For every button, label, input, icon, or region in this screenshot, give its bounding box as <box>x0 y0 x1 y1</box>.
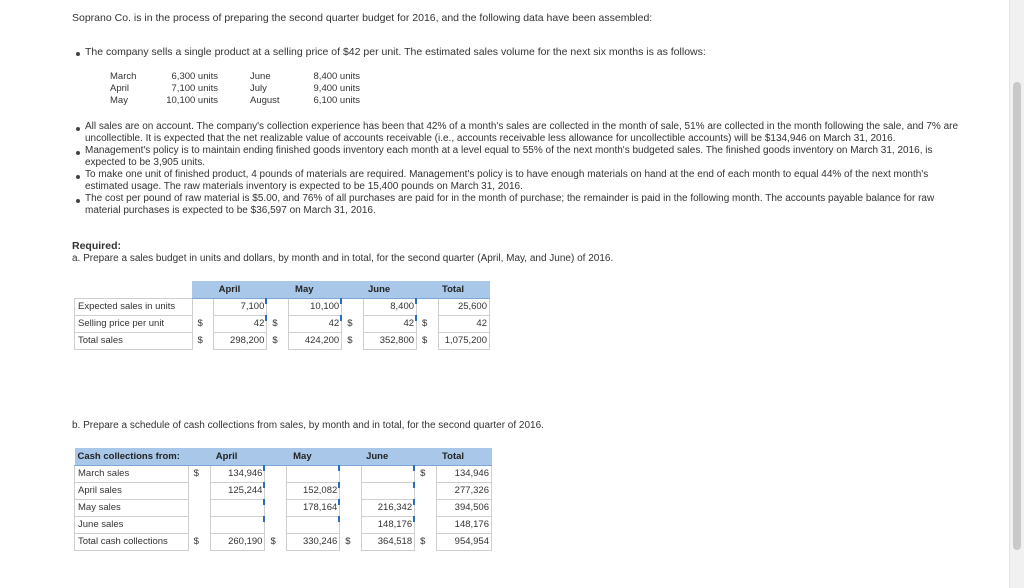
volume-units: 9,400 units <box>313 83 360 94</box>
answer-cell[interactable]: 260,190 <box>210 533 265 550</box>
row-label: Selling price per unit <box>75 315 193 332</box>
currency-sign <box>417 298 439 315</box>
sales-header-row <box>75 281 490 298</box>
row-label: Expected sales in units <box>75 298 193 315</box>
currency-sign: $ <box>193 468 199 480</box>
volume-units: 7,100 units <box>171 83 218 94</box>
row-label: Total cash collections <box>75 533 189 550</box>
answer-cell[interactable]: 1,075,200 <box>438 332 489 349</box>
bullet-icon <box>76 52 80 56</box>
answer-cell[interactable]: 148,176 <box>362 516 415 533</box>
answer-cell[interactable]: 10,100 <box>289 298 342 315</box>
currency-sign <box>265 465 287 482</box>
volume-units: 6,300 units <box>171 71 218 82</box>
currency-sign: $ <box>193 536 199 547</box>
bullet-icon <box>76 199 80 203</box>
required-heading: Required: <box>72 240 122 252</box>
row-label: May sales <box>75 499 189 516</box>
answer-cell[interactable] <box>287 516 340 533</box>
currency-sign: $ <box>422 335 428 346</box>
volume-month: March <box>110 71 137 82</box>
table-row <box>75 298 490 315</box>
currency-sign <box>415 499 437 516</box>
volume-month: July <box>250 83 267 94</box>
currency-sign: $ <box>420 536 426 547</box>
bullet-selling-price: The company sells a single product at a selling price of $42 per unit. The estimated sales volume for the next six months is as follows: <box>85 46 706 58</box>
currency-sign <box>340 516 362 533</box>
currency-sign <box>188 482 210 499</box>
row-label: Total sales <box>75 332 193 349</box>
table-row <box>75 516 492 533</box>
answer-cell[interactable] <box>210 499 265 516</box>
answer-cell[interactable]: 364,518 <box>362 533 415 550</box>
currency-sign: $ <box>197 335 203 346</box>
table-row <box>75 499 492 516</box>
currency-sign: $ <box>272 318 278 329</box>
column-header: April <box>192 281 267 298</box>
cash-collections-table <box>74 448 492 551</box>
currency-sign: $ <box>270 536 276 547</box>
answer-cell[interactable]: 954,954 <box>437 533 492 550</box>
bullet-materials-line2: estimated usage. The raw materials inventory is expected to be 15,400 pounds on March 31, 2016. <box>85 181 523 192</box>
currency-sign: $ <box>420 468 426 480</box>
bullet-collections-line2: uncollectible. It is expected that the net realizable value of accounts receivable (i.e., accounts receivable less allowance for uncollectible accounts) will be $134,946 on March 31, 2016. <box>85 133 896 144</box>
row-label: June sales <box>75 516 189 533</box>
volume-month: June <box>250 71 271 82</box>
currency-sign <box>340 482 362 499</box>
column-header: Total <box>417 281 490 298</box>
answer-cell[interactable] <box>362 482 415 499</box>
column-header: April <box>188 448 265 465</box>
table-row <box>75 465 492 482</box>
scrollbar-thumb[interactable] <box>1013 82 1021 550</box>
row-label: March sales <box>75 465 189 482</box>
currency-sign: $ <box>345 536 351 547</box>
answer-cell[interactable]: 42 <box>214 315 267 332</box>
currency-sign <box>342 298 364 315</box>
table-row <box>75 332 490 349</box>
answer-cell[interactable]: 42 <box>289 315 342 332</box>
answer-cell[interactable]: 8,400 <box>364 298 417 315</box>
vertical-scrollbar[interactable] <box>1009 0 1024 588</box>
volume-units: 10,100 units <box>166 95 218 106</box>
answer-cell[interactable]: 7,100 <box>214 298 267 315</box>
table-row <box>75 315 490 332</box>
volume-month: April <box>110 83 130 94</box>
column-header: Cash collections from: <box>75 448 189 465</box>
bullet-inventory-line2: expected to be 3,905 units. <box>85 157 206 168</box>
currency-sign <box>340 465 362 482</box>
answer-cell[interactable]: 25,600 <box>438 298 489 315</box>
answer-cell[interactable] <box>210 516 265 533</box>
currency-sign: $ <box>272 335 278 346</box>
currency-sign <box>265 499 287 516</box>
volume-month: August <box>250 95 280 106</box>
answer-cell[interactable]: 424,200 <box>289 332 342 349</box>
bullet-payables-line1: The cost per pound of raw material is $5.00, and 76% of all purchases are paid for in the month of purchase; the remainder is paid in the following month. The accounts payable balance for raw <box>85 193 935 204</box>
column-header: Total <box>415 448 492 465</box>
currency-sign <box>415 516 437 533</box>
answer-cell[interactable]: 330,246 <box>287 533 340 550</box>
currency-sign: $ <box>422 318 428 329</box>
table-row <box>75 533 492 550</box>
answer-cell[interactable]: 125,244 <box>210 482 265 499</box>
currency-sign: $ <box>347 335 353 346</box>
intro-text: Soprano Co. is in the process of preparing the second quarter budget for 2016, and the following data have been assembled: <box>72 12 653 24</box>
currency-sign <box>265 482 287 499</box>
currency-sign: $ <box>197 318 203 329</box>
column-header: May <box>265 448 340 465</box>
currency-sign <box>188 516 210 533</box>
bullet-materials-line1: To make one unit of finished product, 4 pounds of materials are required. Management's policy is to have enough materials on hand at the end of each month to equal 44% of the next month's <box>85 169 929 180</box>
cash-header-row <box>75 448 492 465</box>
answer-cell[interactable] <box>362 465 415 482</box>
answer-cell[interactable]: 394,506 <box>437 499 492 516</box>
bullet-inventory-line1: Management's policy is to maintain ending finished goods inventory each month at a level equal to 55% of the next month's budgeted sales. The finished goods inventory on March 31, 2016, is <box>85 145 933 156</box>
answer-cell[interactable]: 134,946 <box>210 465 265 482</box>
bullet-collections-line1: All sales are on account. The company's collection experience has been that 42% of a month's sales are collected in the month of sale, 51% are collected in the month following the sale, and 7% are <box>85 121 959 132</box>
table-row <box>75 482 492 499</box>
answer-cell[interactable]: 148,176 <box>437 516 492 533</box>
answer-cell[interactable]: 352,800 <box>364 332 417 349</box>
answer-cell[interactable]: 42 <box>364 315 417 332</box>
bullet-icon <box>76 151 80 155</box>
column-header: June <box>342 281 417 298</box>
answer-cell[interactable]: 178,164 <box>287 499 340 516</box>
currency-sign <box>340 499 362 516</box>
requirement-b: b. Prepare a schedule of cash collections from sales, by month and in total, for the second quarter of 2016. <box>72 420 544 431</box>
currency-sign <box>415 482 437 499</box>
answer-cell[interactable]: 42 <box>438 315 489 332</box>
currency-sign <box>267 298 289 315</box>
answer-cell[interactable]: 152,082 <box>287 482 340 499</box>
volume-units: 8,400 units <box>313 71 360 82</box>
bullet-payables-line2: material purchases is expected to be $36,597 on March 31, 2016. <box>85 205 376 216</box>
answer-cell[interactable]: 298,200 <box>214 332 267 349</box>
volume-month: May <box>110 95 128 106</box>
volume-units: 6,100 units <box>313 95 360 106</box>
currency-sign <box>188 499 210 516</box>
answer-cell[interactable]: 277,326 <box>437 482 492 499</box>
row-label: April sales <box>75 482 189 499</box>
column-header: June <box>340 448 415 465</box>
answer-cell[interactable]: 134,946 <box>437 465 492 482</box>
column-header: May <box>267 281 342 298</box>
answer-cell[interactable] <box>287 465 340 482</box>
sales-budget-table <box>74 281 490 350</box>
currency-sign: $ <box>347 318 353 329</box>
currency-sign <box>265 516 287 533</box>
answer-cell[interactable]: 216,342 <box>362 499 415 516</box>
bullet-icon <box>76 127 80 131</box>
requirement-a: a. Prepare a sales budget in units and dollars, by month and in total, for the second quarter (April, May, and June) of 2016. <box>72 253 614 264</box>
currency-sign <box>192 298 214 315</box>
bullet-icon <box>76 175 80 179</box>
